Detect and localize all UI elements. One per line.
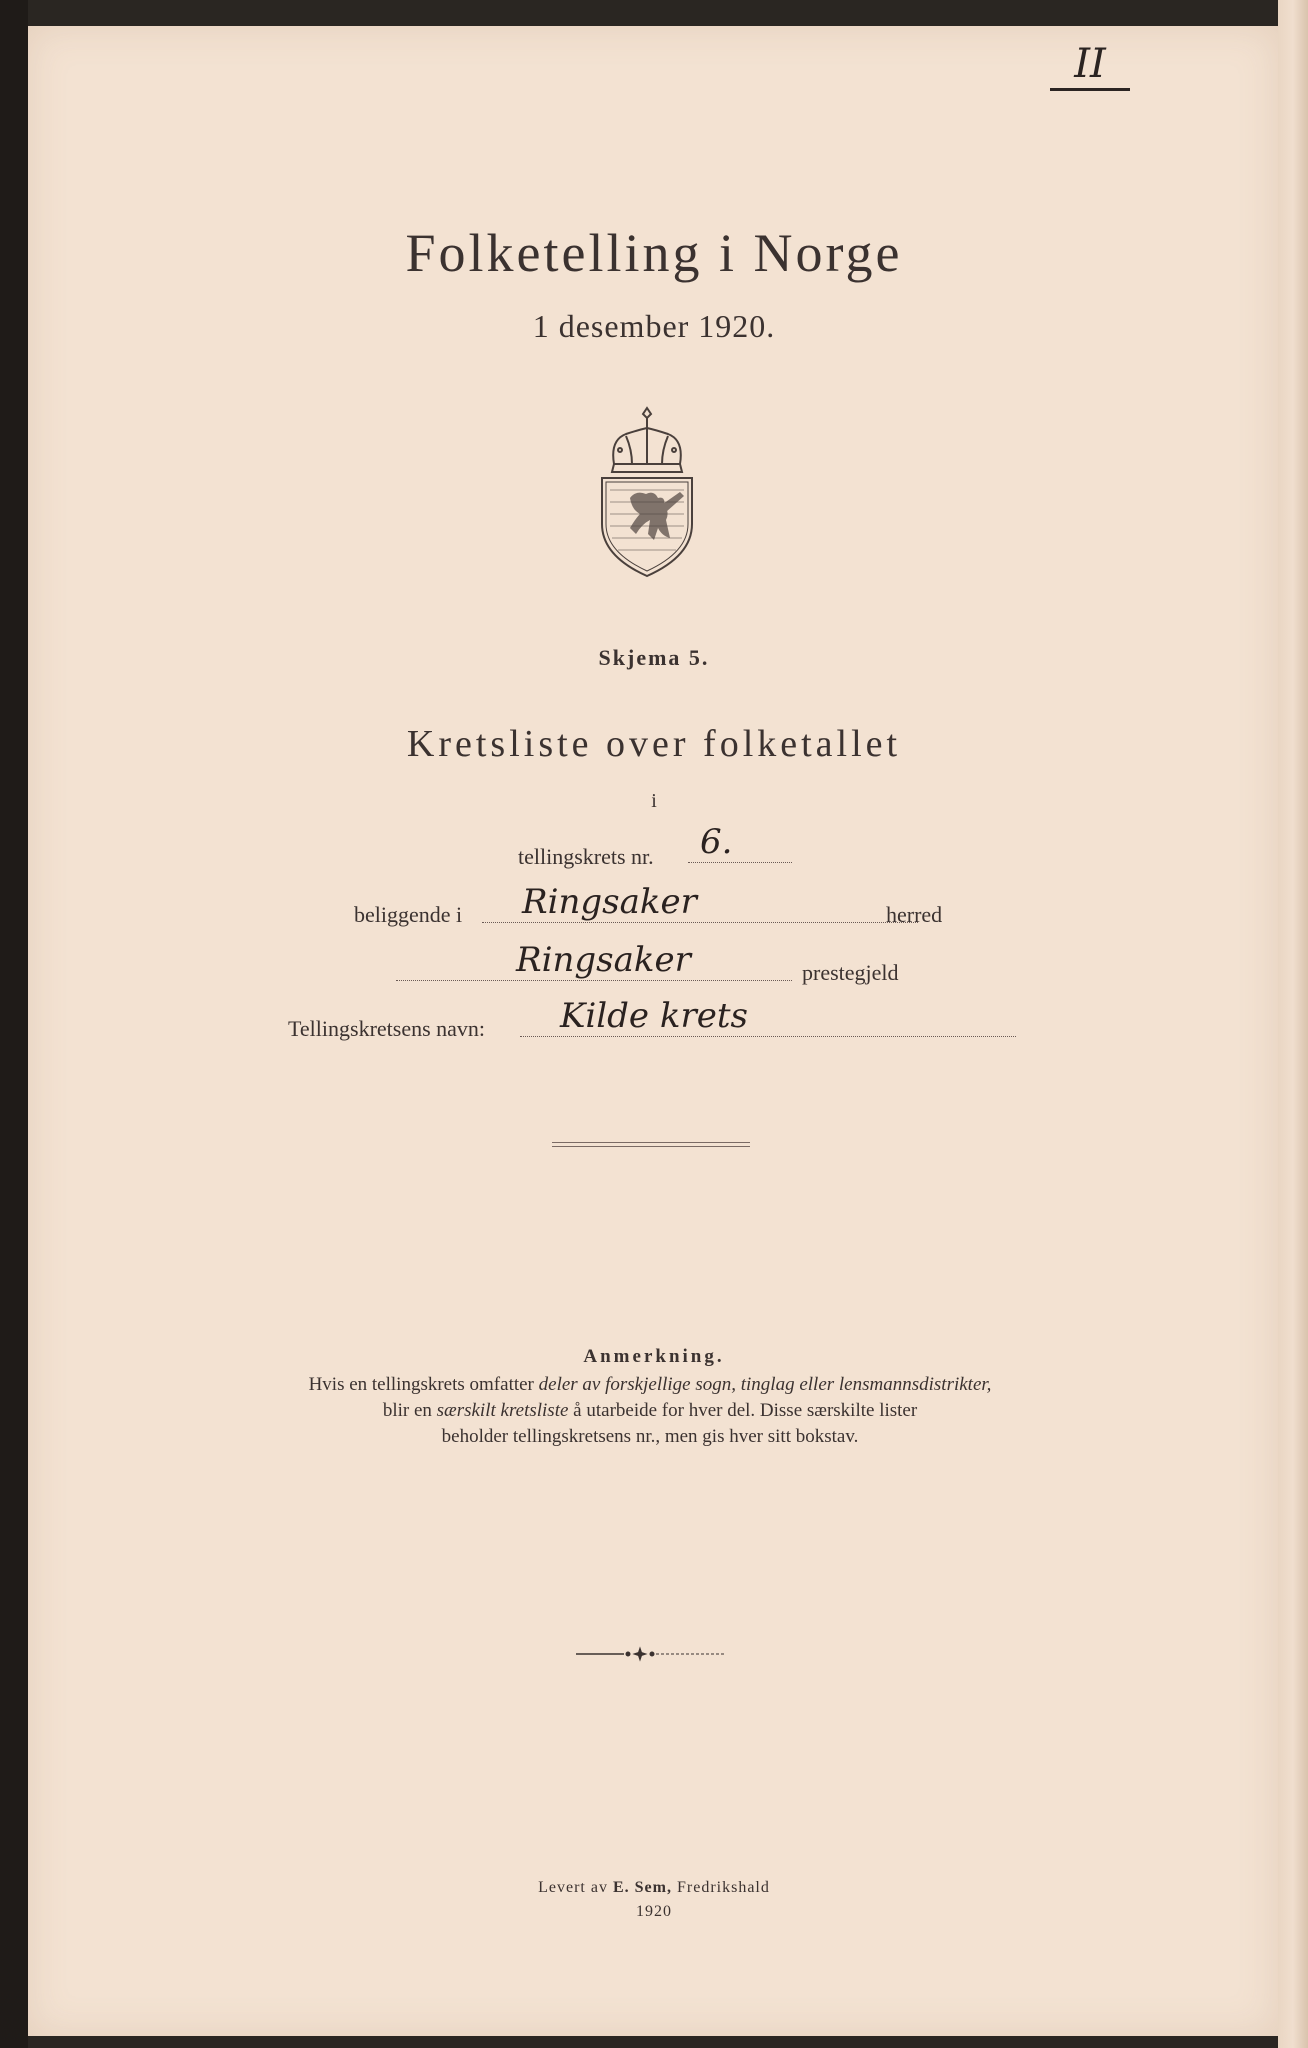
schema-label: Skjema 5. bbox=[598, 645, 710, 670]
printer-imprint bbox=[0, 1876, 1308, 1924]
note-line-2 bbox=[210, 1398, 1090, 1424]
prestegjeld-value: Ringsaker bbox=[396, 940, 792, 981]
note-heading: Anmerkning. bbox=[583, 1346, 725, 1367]
note-line-2-text-c: å utarbeide for hver del. Disse særskilte lister bbox=[568, 1400, 918, 1421]
document-date: 1 desember 1920. bbox=[532, 308, 776, 344]
herred-label: herred bbox=[886, 902, 943, 927]
norwegian-coat-of-arms-icon bbox=[596, 406, 698, 578]
document-title: Folketelling i Norge bbox=[405, 223, 903, 283]
prestegjeld-label: prestegjeld bbox=[802, 960, 899, 985]
kretsnavn-value: Kilde krets bbox=[520, 996, 1016, 1037]
note-line-1 bbox=[210, 1372, 1090, 1398]
note-line-1-text: Hvis en tellingskrets omfatter bbox=[308, 1374, 539, 1395]
archive-mark: II bbox=[1050, 44, 1130, 91]
beliggende-value: Ringsaker bbox=[482, 882, 918, 923]
beliggende-label: beliggende i bbox=[354, 902, 463, 927]
note-line-1-italic: deler av forskjellige sogn, tinglag eller lensmannsdistrikter, bbox=[538, 1374, 992, 1395]
printer-place: Fredrikshald bbox=[671, 1879, 770, 1896]
note-line-2-italic: særskilt kretsliste bbox=[436, 1400, 569, 1421]
form-heading: Kretsliste over folketallet bbox=[406, 723, 902, 765]
kretsnavn-label: Tellingskretsens navn: bbox=[288, 1016, 486, 1041]
divider-rule bbox=[552, 1142, 750, 1147]
printer-name: E. Sem, bbox=[612, 1879, 672, 1896]
ornament-divider-icon bbox=[570, 1644, 730, 1664]
tellingskrets-label: tellingskrets nr. bbox=[518, 844, 654, 869]
printer-prefix: Levert av bbox=[538, 1879, 613, 1896]
tellingskrets-value: 6. bbox=[688, 822, 792, 863]
note-line-3: beholder tellingskretsens nr., men gis hver sitt bokstav. bbox=[441, 1426, 859, 1447]
printer-year: 1920 bbox=[636, 1903, 672, 1920]
note-line-2-text-a: blir en bbox=[382, 1400, 437, 1421]
preposition: i bbox=[651, 790, 657, 812]
